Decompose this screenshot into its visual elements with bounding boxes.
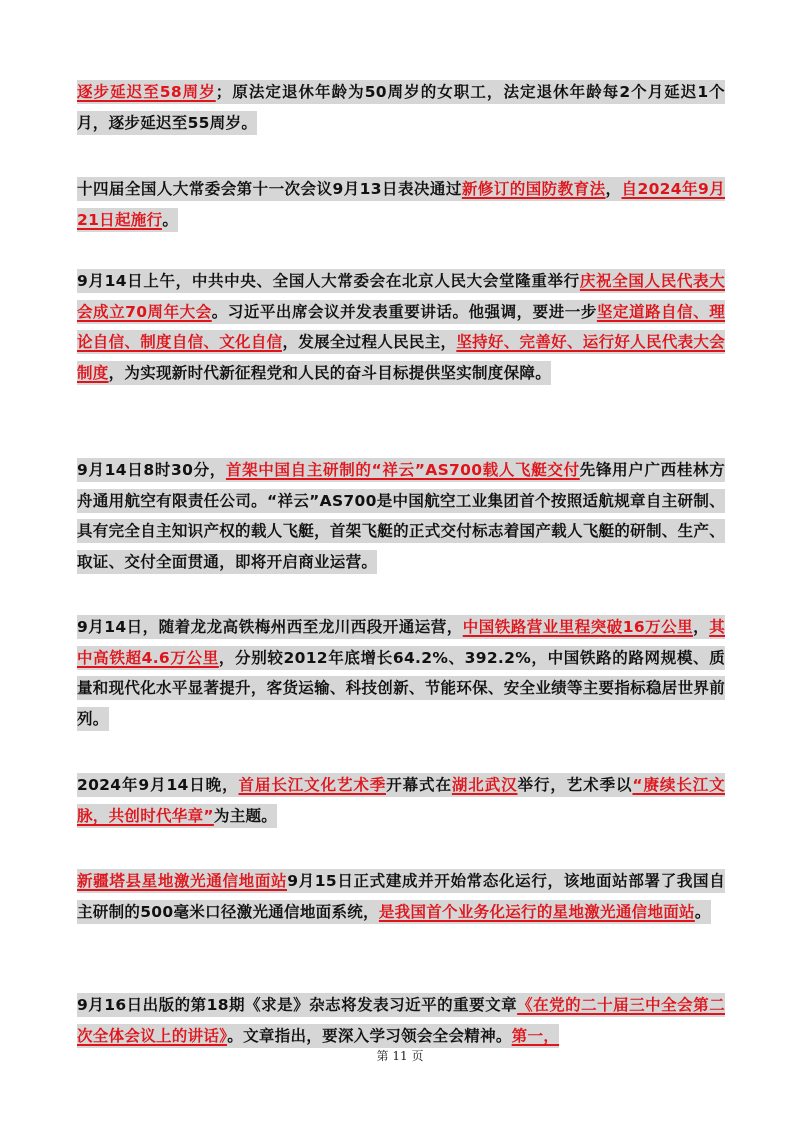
highlighted-text: 中国铁路营业里程突破16万公里 xyxy=(463,615,693,639)
body-text: ， xyxy=(606,177,622,201)
body-text: 举行，艺术季以 xyxy=(518,773,633,797)
highlighted-text: 第一， xyxy=(512,1024,559,1048)
page-number: 第 11 页 xyxy=(376,1049,424,1063)
paragraph-yangtze-art-season xyxy=(77,770,725,831)
highlighted-text: 坚定道路自信、理论自信、制度自信、文化自信 xyxy=(77,300,725,355)
body-text: ， xyxy=(693,615,709,639)
body-text: 9月16日出版的第18期《求是》杂志将发表习近平的重要文章 xyxy=(77,993,517,1017)
highlighted-text: 坚持好、完善好、运行好人民代表大会制度 xyxy=(77,330,725,385)
body-text: 。 xyxy=(162,208,178,232)
body-text: ，分别较2012年底增长64.2%、392.2%，中国铁路的路网规模、质量和现代化水平显著提升，客货运输、科技创新、节能环保、安全业绩等主要指标稳居世界前列。 xyxy=(77,646,725,731)
body-text: 9月15日正式建成并开始常态化运行，该地面站部署了我国自主研制的500毫米口径激光通信地面系统， xyxy=(77,869,725,924)
body-text: ，为实现新时代新征程党和人民的奋斗目标提供坚实制度保障。 xyxy=(109,361,551,385)
body-text: 。习近平出席会议并发表重要讲话。他强调，要进一步 xyxy=(212,300,597,324)
highlighted-text: 首架中国自主研制的“祥云”AS700载人飞艇交付 xyxy=(226,458,580,482)
body-text: 先锋用户广西桂林方舟通用航空有限责任公司。“祥云”AS700是中国航空工业集团首个按照适航规章自主研制、具有完全自主知识产权的载人飞艇，首架飞艇的正式交付标志着国产载人飞艇的研制、生产、取证、交付全面贯通，即将开启商业运营。 xyxy=(77,458,725,574)
body-text: 9月14日8时30分， xyxy=(77,458,226,482)
paragraph-railway-mileage xyxy=(77,612,725,734)
highlighted-text: 湖北武汉 xyxy=(452,773,518,797)
highlighted-text: 是我国首个业务化运行的星地激光通信地面站 xyxy=(379,900,695,924)
highlighted-text: 新疆塔县星地激光通信地面站 xyxy=(77,869,287,893)
highlighted-text: 自2024年9月21日起施行 xyxy=(77,177,725,232)
highlighted-text: 庆祝全国人民代表大会成立70周年大会 xyxy=(77,269,725,324)
paragraph-retirement-age xyxy=(77,77,725,138)
highlighted-text: “赓续长江文脉，共创时代华章” xyxy=(77,773,725,828)
body-text: 十四届全国人大常委会第十一次会议9月13日表决通过 xyxy=(77,177,462,201)
paragraph-laser-ground-station xyxy=(77,866,725,927)
highlighted-text: 其中高铁超4.6万公里 xyxy=(77,615,725,670)
body-text: 。 xyxy=(695,900,711,924)
body-text: 为主题。 xyxy=(214,804,277,828)
paragraph-xiangyun-airship xyxy=(77,455,725,577)
body-text: 开幕式在 xyxy=(386,773,452,797)
body-text: ；原法定退休年龄为50周岁的女职工，法定退休年龄每2个月延迟1个月，逐步延迟至55周岁。 xyxy=(77,80,725,135)
highlighted-text: 逐步延迟至58周岁 xyxy=(77,80,216,104)
body-text: 2024年9月14日晚， xyxy=(77,773,239,797)
highlighted-text: 首届长江文化艺术季 xyxy=(239,773,387,797)
paragraph-qiushi-article xyxy=(77,990,725,1051)
body-text: 9月14日，随着龙龙高铁梅州西至龙川西段开通运营， xyxy=(77,615,463,639)
body-text: 。文章指出，要深入学习领会全会精神。 xyxy=(227,1024,511,1048)
body-text: 9月14日上午，中共中央、全国人大常委会在北京人民大会堂隆重举行 xyxy=(77,269,580,293)
paragraph-npc-70th-anniversary xyxy=(77,266,725,388)
highlighted-text: 《在党的二十届三中全会第二次全体会议上的讲话》 xyxy=(77,993,725,1048)
highlighted-text: 新修订的国防教育法 xyxy=(462,177,606,201)
paragraph-defense-education-law xyxy=(77,174,725,235)
body-text: ，发展全过程人民民主， xyxy=(282,330,456,354)
